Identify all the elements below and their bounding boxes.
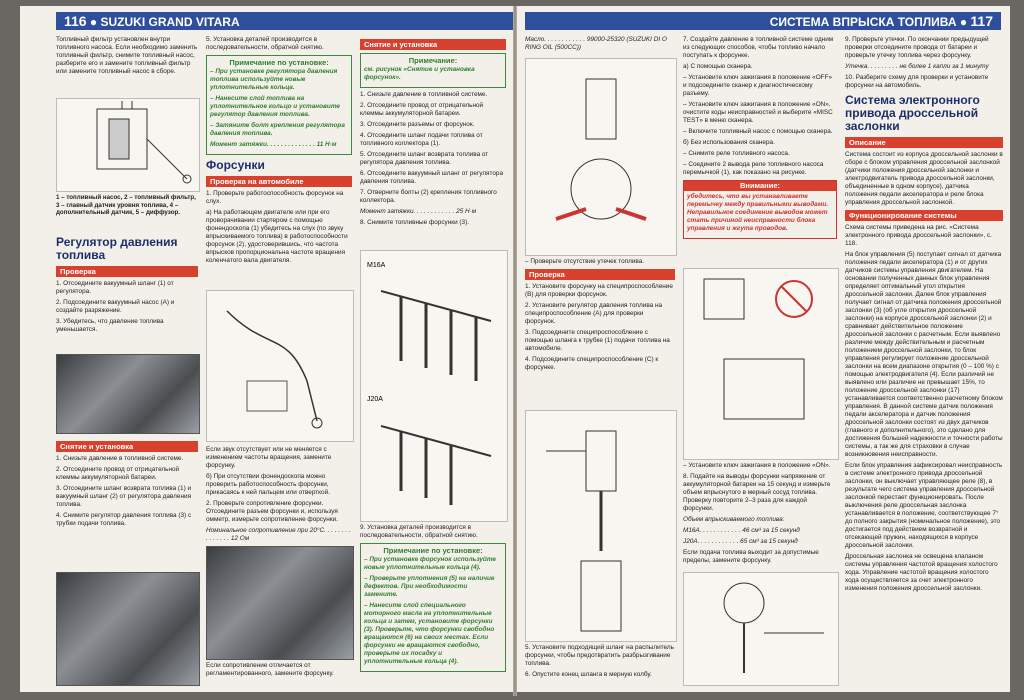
col3-note-title: Примечание: [408, 56, 458, 65]
right-col1-bottom-1: 5. Установите подходящий шланг на распылитель форсунки, чтобы предотвратить разбрызгивание топлива. [525, 644, 674, 667]
install-note-3: – Затяните болт крепления регулятора давления топлива. [210, 122, 345, 137]
fuel-pump-drawing [57, 99, 199, 191]
injector-test-drawing [526, 411, 676, 641]
col3-note [360, 53, 506, 88]
col2-bottom-2: б) При отсутствии фонендоскопа можно проверить работоспособность форсунки, прикасаясь к ней пальцем или отверткой. [206, 473, 330, 496]
right-check-4: 4. Подсоедините специпроспособление (С) к форсунке. [525, 356, 659, 371]
relay-jumper-drawing [684, 269, 838, 459]
vacuum-pump-photo [56, 354, 200, 434]
col3-install-note-title: Примечание по установке: [383, 546, 483, 555]
install-note [206, 55, 352, 155]
right-col2-1: 7. Создайте давление в топливной системе одним из следующих способов, чтобы топливо начало поступать к форсунке. [683, 36, 834, 59]
check-step-1: 1. Отсоедините вакуумный шланг (1) от регулятора. [56, 280, 174, 295]
injector-step-1: 1. Проверьте работоспособность форсунок на слух. [206, 190, 344, 205]
injector-rail-drawing [361, 251, 507, 521]
right-running-header: СИСТЕМА ВПРЫСКА ТОПЛИВА [769, 15, 957, 29]
injector-seat-diagram [525, 58, 677, 256]
oil-spec: Масло. . . . . . . . . . . . 99000-25320 (SUZUKI DI O RING OIL (500CC)) [525, 36, 667, 51]
right-col1-mid [525, 258, 675, 375]
right-col2-2: а) С помощью сканера. [683, 63, 753, 70]
leak-check: – Проверьте отсутствие утечек топлива. [525, 258, 645, 265]
diag-label-m16a: M16A [367, 262, 386, 269]
right-col2-7: – Снимите реле топливного насоса. [683, 150, 790, 157]
col3-step-9: 9. Установка деталей производится в последовательности, обратной снятию. [360, 524, 478, 539]
right-col1-bottom [525, 644, 675, 682]
right-col2-end: Если подача топлива выходит за допустимые пределы, замените форсунку. [683, 549, 819, 564]
left-page [20, 6, 514, 692]
left-running-header: SUZUKI GRAND VITARA [100, 15, 240, 29]
leak-spec: Утечка. . . . . . . . . не более 1 капли за 1 минуту [845, 63, 989, 70]
right-page-number: 117 [970, 13, 993, 29]
right-check-1: 1. Установите форсунку на специпроспособление (В) для проверки форсунок. [525, 283, 673, 298]
col3-note-ref: см. рисунок «Снятие и установка форсунок». [364, 66, 475, 81]
check-heading: Проверка [56, 266, 198, 277]
install-torque: Момент затяжки. . . . . . . . . . . . . . 11 Н·м [210, 141, 337, 148]
col3-install-note-1: – При установке форсунок используйте новые уплотнительные кольца (4). [364, 556, 496, 571]
intro-text: Топливный фильтр установлен внутри топливного насоса. Если необходимо заменить топливный фильтр, снимите топливный насос, разберите его и замените топливный фильтр или замените топливный насос в сборе. [56, 36, 198, 75]
install-note-2: – Нанесите слой топлива на уплотнительное кольцо и установите регулятор давления топлива. [210, 95, 340, 118]
right-col2-8: – Соедините 2 вывода реле топливного насоса перемычкой (1), как показано на рисунке. [683, 161, 824, 176]
col3-install-note-3: – Нанесите слой специального моторного масла на уплотнительные кольца и затем, установите форсунки (3). Проверьте, что форсунки свободно вращаются (6) на своих местах. Если форсунки не вращаются свободно, проверьте их посадку и уплотнительные кольца (4). [364, 602, 495, 665]
diag-label-j20a: J20A [367, 396, 383, 403]
col3-torque: Момент затяжки. . . . . . . . . . . . 25 Н·м [360, 208, 477, 215]
left-col2-bottom [206, 446, 352, 546]
stethoscope-drawing [207, 291, 353, 441]
functioning-4: Дроссельная заслонка не освещена клапаном системы управления частотой вращения холостого хода. Управление частотой вращения холостого хода осуществляется за счет электронного изменения положения дроссельной заслонки. [845, 553, 998, 592]
description-heading: Описание [845, 137, 1003, 148]
install-note-title: Примечание по установке: [229, 58, 329, 67]
col2-bottom-3: 2. Проверьте сопротивление форсунки. Отсоедините разъем форсунки и, используя омметр, измерьте сопротивление форсунки. [206, 500, 338, 523]
col3-step-2: 2. Отсоедините провод от отрицательной клеммы аккумуляторной батареи. [360, 102, 484, 117]
right-col2-mid-1: – Установите ключ зажигания в положение «ON». [683, 462, 831, 469]
book-spread [20, 6, 1010, 696]
volume-m16a: M16A. . . . . . . . . . . . 46 см³ за 15 секунд [683, 527, 800, 534]
right-col2-mid-2: 8. Подайте на выводы форсунки напряжение от аккумуляторной батареи на 15 секунд и измерьте объем впрыснутого в мерный сосуд топлива. Проверку повторите 2–3 раза для каждой форсунки. [683, 473, 831, 512]
right-col1-bottom-2: 6. Опустите конец шланга в мерную колбу. [525, 671, 652, 678]
removal-heading: Снятие и установка [56, 441, 198, 452]
injector-seat-drawing [526, 59, 676, 255]
right-col3-step9: 9. Проверьте утечки. По окончании предыдущей проверки отсоедините провода от батареи и проверьте утечку топлива через форсунку. [845, 36, 989, 59]
col2-step5: 5. Установка деталей производится в последовательности, обратной снятию. [206, 36, 324, 51]
functioning-heading: Функционирование системы [845, 210, 1003, 221]
col3-removal-heading: Снятие и установка [360, 39, 506, 50]
fuel-pump-diagram [56, 98, 200, 192]
volume-j20a: J20A. . . . . . . . . . . . 65 см³ за 15 секунд [683, 538, 798, 545]
right-col1 [525, 36, 675, 55]
relay-jumper-diagram [683, 268, 839, 460]
right-page-header: СИСТЕМА ВПРЫСКА ТОПЛИВА ● 117 [525, 12, 1001, 30]
stethoscope-diagram [206, 290, 354, 442]
col3-step-5: 5. Отсоедините шланг возврата топлива от регулятора давления топлива. [360, 151, 489, 166]
col3-step-7: 7. Отверните болты (2) крепления топливного коллектора. [360, 189, 497, 204]
left-col3-bottom [360, 524, 506, 675]
warning-title: Внимание: [684, 181, 836, 191]
regulator-photo [56, 572, 200, 686]
volume-title: Объем впрыскиваемого топлива: [683, 516, 785, 523]
left-page-number: 116 [64, 13, 87, 29]
functioning-1: Схема системы приведена на рис. «Система электронного привода дроссельной заслонки», с. 118. [845, 224, 992, 247]
check-step-3: 3. Убедитесь, что давление топлива уменьшается. [56, 318, 164, 333]
col3-step-3: 3. Отсоедините разъемы от форсунок. [360, 121, 475, 128]
description-text: Система состоит из корпуса дроссельной заслонки в сборе с блоком управления дроссельной заслонкой (датчики положения дроссельной заслонки и электродвигатель привода дроссельной заслонки, объединенные в одном корпусе), датчика положения педали акселератора и реле блока управления дроссельной заслонкой. [845, 151, 1003, 206]
left-col1 [56, 36, 198, 79]
right-col2-3: – Установите ключ зажигания в положение «OFF» и подсоедините сканер к диагностическому разъему. [683, 74, 833, 97]
check-step-2: 2. Подсоедините вакуумный насос (А) и создайте разряжение. [56, 299, 175, 314]
pressure-gauge-diagram [683, 572, 839, 686]
regulator-section [56, 232, 198, 337]
removal-section [56, 438, 198, 531]
col3-step-8: 8. Снимите топливные форсунки (3). [360, 219, 469, 226]
col3-install-note-2: – Проверьте уплотнения (5) на наличие дефектов. При необходимости замените. [364, 575, 495, 598]
install-note-1: – При установке регулятора давления топлива используйте новые уплотнительные кольца. [210, 68, 338, 91]
warning-text: убедитесь, что вы устанавливаете перемычку между правильными выводами. Неправильное соединение выводов может стать причиной неисправности блока управления и жгута проводов. [687, 193, 829, 232]
right-page [517, 6, 1010, 692]
right-col2-5: – Включите топливный насос с помощью сканера. [683, 128, 833, 135]
functioning-2: На блок управления (5) поступает сигнал от датчика положения педали акселератора (1) и от других датчиков системы управления двигателем. На основании полученных данных блок управления определяет оптимальный угол открытия дроссельной заслонки. Далее блок управления получает сигнал от датчика положения дроссельной заслонки (3) (об угле открытия дроссельной заслонки) на корпусе дроссельной заслонки (2) и сравнивает действительное положение дроссельной заслонки с расчетным. Если выявлено различие между действительным и расчетным положением дроссельной заслонки, то блок управления регулирует положение дроссельной заслонки на всем диапазоне открытия (0 – 100 %) с помощью электродвигателя (4). Если различий не выявлено или различие не превышает 15%, то положение дроссельной заслонки (17) устанавливается соответственно расчетному блоком управления. В данной системе датчик положения педали акселератора и датчик положения дроссельной заслонки состоят из двух датчиков (главного и дополнительного), это сделано для достижения большей надежности и точности работы системы, а так же для страховки в случае возникновения неисправности. [845, 251, 1003, 458]
regulator-title: Регулятор давления топлива [56, 235, 178, 262]
pressure-gauge-drawing [684, 573, 838, 685]
functioning-3: Если блок управления зафиксировал неисправность в системе электронного привода дроссельной заслонки, он выключает управляющее реле (8), в результате чего система управления дроссельной заслонкой перестает функционировать. После выключения реле дроссельная заслонка устанавливается в положение, соответствующее 7° до полного закрытия (номинальное положение), это достигается под действием возвратной и отсекающей пружин, находящихся в корпусе дроссельной заслонки. [845, 462, 1003, 549]
right-col2-6: б) Без использования сканера. [683, 139, 775, 146]
right-col2 [683, 36, 837, 242]
col2-last: Если сопротивление отличается от регламентированного, замените форсунку. [206, 662, 334, 677]
right-check-heading: Проверка [525, 269, 675, 280]
right-col2-4: – Установите ключ зажигания в положение «ON», очистите коды неисправностей и выберите «MISC TEST» в меню сканера. [683, 101, 833, 124]
removal-step-4: 4. Снимите регулятор давления топлива (3) с трубки подачи топлива. [56, 512, 192, 527]
injector-step-1a: а) На работающем двигателе или при его проворачивании стартером с помощью фонендоскопа (1) убедитесь на слух (по звуку впрыскиваемого топлива) в работоспособности форсунок (2), удостоверившись, что частота впрысков пропорциональна частоте вращения коленчатого вала двигателя. [206, 209, 348, 264]
right-check-2: 2. Установите регулятор давления топлива на специпроспособление (А) для проверки форсунок. [525, 302, 663, 325]
left-page-header: 116 ● SUZUKI GRAND VITARA [56, 12, 514, 30]
injector-test-diagram [525, 410, 677, 642]
removal-step-1: 1. Снизьте давление в топливной системе. [56, 455, 184, 462]
col3-step-4: 4. Отсоедините шланг подачи топлива от топливного коллектора (1). [360, 132, 483, 147]
left-col3 [360, 36, 506, 230]
left-col2 [206, 36, 352, 268]
ohmmeter-photo [206, 546, 354, 660]
warning-box [683, 180, 837, 239]
col3-install-note [360, 543, 506, 672]
on-car-heading: Проверка на автомобиле [206, 176, 352, 187]
resistance-spec: Номинальное сопротивление при 20°С. . . . . . . . . . . . . . . 12 Ом [206, 527, 351, 542]
injector-rail-diagram [360, 250, 508, 522]
left-col2-last [206, 662, 352, 681]
right-col3-step10: 10. Разберите схему для проверки и установите форсунки на автомобиль. [845, 74, 989, 89]
removal-step-3: 3. Отсоедините шланг возврата топлива (1) и вакуумный шланг (2) от регулятора давления топлива. [56, 485, 192, 508]
right-col3 [845, 36, 1003, 596]
injectors-title: Форсунки [206, 158, 265, 172]
removal-step-2: 2. Отсоедините провод от отрицательной клеммы аккумуляторной батареи. [56, 466, 180, 481]
fuel-pump-caption: 1 – топливный насос, 2 – топливный фильтр, 3 – главный датчик уровня топлива, 4 – дополнительный датчик, 5 – диффузор. [56, 194, 196, 216]
col3-step-1: 1. Снизьте давление в топливной системе. [360, 91, 488, 98]
col2-bottom-1: Если звук отсутствует или не меняется с изменением частоты вращения, замените форсунку. [206, 446, 332, 469]
col3-step-6: 6. Отсоедините вакуумный шланг от регулятора давления топлива. [360, 170, 504, 185]
right-col2-mid [683, 462, 837, 568]
right-check-3: 3. Подсоедините специпроспособление с помощью шланга к трубке (1) подачи топлива на автомобиле. [525, 329, 670, 352]
etc-title: Система электронного привода дроссельной заслонки [845, 93, 980, 133]
